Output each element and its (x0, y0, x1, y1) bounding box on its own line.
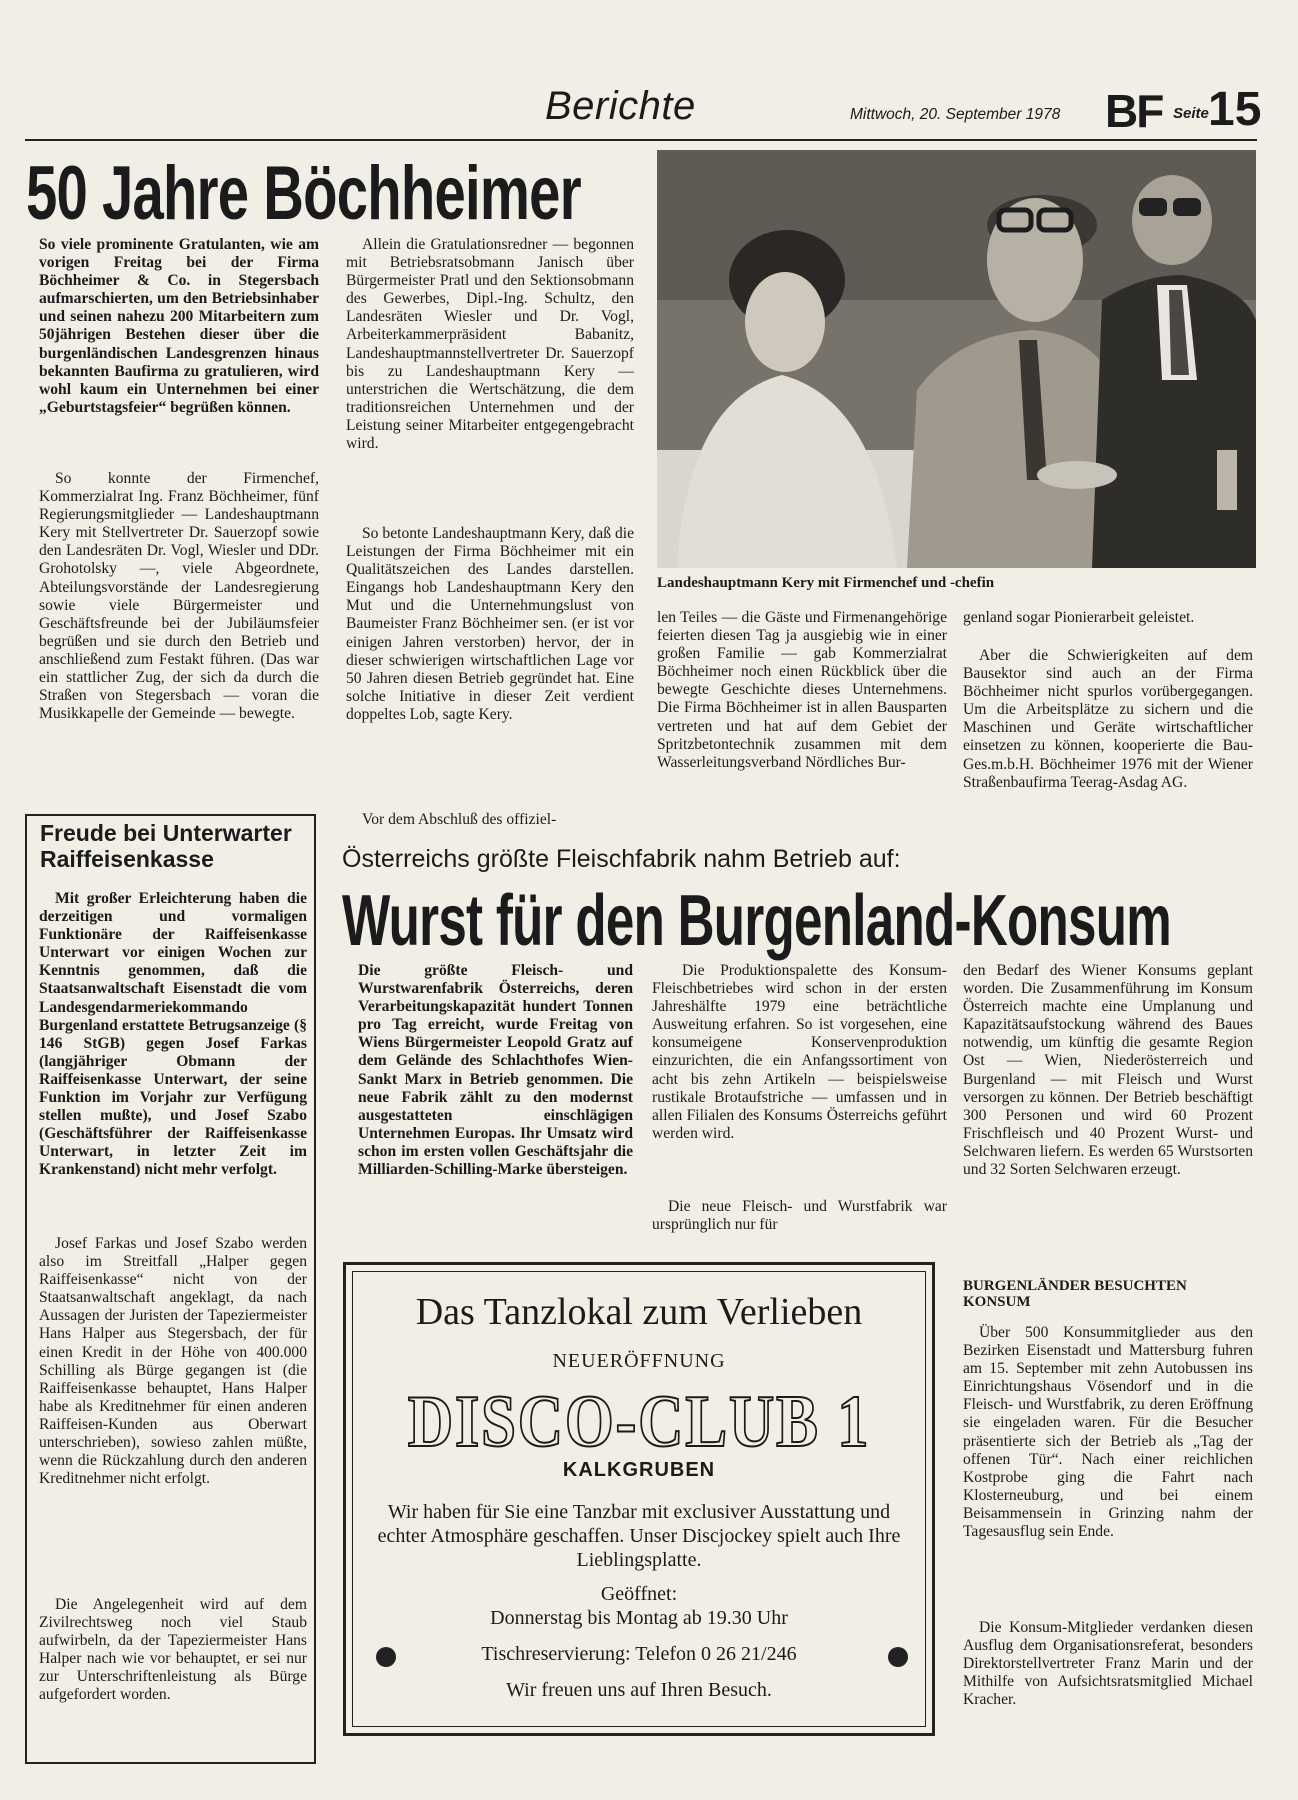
section-label: Berichte (545, 84, 696, 128)
ad-subtitle: NEUERÖFFNUNG (552, 1350, 726, 1372)
article2-body-col2-p2: Die neue Fleisch- und Wurstfabrik war ursprünglich nur für (652, 1198, 947, 1234)
ad-title: Das Tanzlokal zum Verlieben (415, 1291, 863, 1333)
sidebar-headline: Freude bei Unterwarter Raiffeisenkasse (40, 820, 292, 872)
ad-opening-hours: Donnerstag bis Montag ab 19.30 Uhr (490, 1607, 788, 1629)
article2-headline: Wurst für den Burgenland-Konsum (342, 881, 1172, 961)
header-rule (25, 139, 1257, 141)
article-body-col2-p1: Allein die Gratulationsredner — begonnen mit Betriebsratsobmann Janisch über Bürgermeister Pratl und den Sektionsobmann des Gewerbes, Dipl.-Ing. Schultz, den Landesräten Wiesler und Dr. Vogl, Arbeiterkammerpräsident Babanitz, Landeshauptmannstellvertreter Dr. Sauerzopf bis zu Landeshauptmann Kery — unterstrichen die Wertschätzung, die dem traditionsreichen Unternehmen und der Leistung seiner Mitarbeiter entgegengebracht wird. (346, 236, 634, 453)
article2-kicker: Österreichs größte Fleischfabrik nahm Betrieb auf: (342, 845, 901, 873)
ad-location: KALKGRUBEN (562, 1459, 716, 1481)
bullet-dot-right-icon (888, 1647, 908, 1667)
article-body-col2-p3: Vor dem Abschluß des offiziel- (362, 811, 557, 828)
article-body-col1: So konnte der Firmenchef, Kommerzialrat Ing. Franz Böchheimer, fünf Regierungsmitglieder — Landeshauptmann Kery mit Stellvertreter Dr. Sauerzopf sowie den Landesräten Dr. Vogl, Wiesler und DDr. Grohotolsky —, viele Abgeordnete, Abteilungsvorstände der Landesregierung sowie viele Bürgermeister und Geschäftsfreunde bei der Jubiläumsfeier begrüßen und sie durch den Betrieb und anschließend zum Festakt führen. (Das war ein stattlicher Zug, der sich da durch die Straßen von Stegersbach — voran die Musikkapelle der Gemeinde — bewegte. (39, 470, 319, 723)
photo-illustration (657, 150, 1256, 568)
article2-subhead: BURGENLÄNDER BESUCHTEN KONSUM (963, 1278, 1187, 1310)
page-number: 15 (1208, 83, 1262, 136)
article-headline: 50 Jahre Böchheimer (26, 151, 581, 236)
article-body-col3: len Teiles — die Gäste und Firmenangehörige feierten diesen Tag ja ausgiebig wie in einer großen Familie — gab Kommerzialrat Böchheimer noch einen Rückblick über die bewegte Geschichte dieses Unternehmens. Die Firma Böchheimer ist in allen Bausparten vertreten und hat auf dem Gebiet der Spritzbetontechnik zusammen mit dem Wasserleitungsverband Nördliches Bur- (657, 609, 947, 771)
article-photo (657, 150, 1256, 568)
article-body-col2-p2: So betonte Landeshauptmann Kery, daß die Leistungen der Firma Böchheimer mit ein Qualitätszeichen des Landes darstellen. Eingangs hob Landeshauptmann Kery den Mut und die Unternehmungslust von Baumeister Franz Böchheimer sen. (er ist vor einigen Jahren verstorben) hervor, der in dieser schwierigen wirtschaftlichen Lage vor 50 Jahren diesen Betrieb gegründet hat. Eine solche Initiative in dieser Zeit verdient doppeltes Lob, sagte Kery. (346, 525, 634, 723)
sidebar-body-p2: Josef Farkas und Josef Szabo werden also im Streitfall „Halper gegen Raiffeisenkasse“ nicht von der Staatsanwaltschaft angeklagt, da nach Aussagen der Juristen der Tapeziermeister Hans Halper aus Stegersbach, der für einen Kredit in der Höhe von 400.000 Schilling als Bürge gegangen ist (die Raiffeisenkasse behauptet, Hans Halper habe als Kreditnehmer für einen anderen Raiffeisen-Kunden aus Oberwart unterschrieben), sowieso zahlen müßte, wenn die Rückzahlung durch den anderen Kreditnehmer nicht erfolgt. (39, 1235, 307, 1488)
ad-closing-line: Wir freuen uns auf Ihren Besuch. (506, 1679, 772, 1701)
sidebar-lead: Mit großer Erleichterung haben die derzeitigen und vormaligen Funktionäre der Raiffeisenkasse Unterwart vor einigen Wochen zur Kenntnis genommen, daß die Staatsanwaltschaft Eisenstadt die vom Landesgendarmeriekommando Burgenland erstattete Betrugsanzeige (§ 146 StGB) gegen Josef Farkas (langjähriger Obmann der Raiffeisenkasse Unterwart, der seine Funktion im Vorjahr zur Verfügung stellen mußte), und Josef Szabo (Geschäftsführer der Raiffeisenkasse Unterwart, in letzter Zeit im Krankenstand) nicht mehr verfolgt. (39, 890, 307, 1179)
issue-date: Mittwoch, 20. September 1978 (850, 106, 1061, 123)
article2-sub-p1: Über 500 Konsummitglieder aus den Bezirken Eisenstadt und Mattersburg fuhren am 15. September mit zehn Autobussen ins Einrichtungshaus Vösendorf und in die Fleisch- und Wurstfabrik, zu deren Eröffnung sie eingeladen waren. Für die Besucher präsentierte sich der Betrieb als „Tag der offenen Tür“. Nach einer reichlichen Kostprobe ging die Fahrt nach Klosterneuburg, und bei einem Beisammensein in Grinzing nahm der Tagesausflug sein Ende. (963, 1324, 1253, 1541)
article-body-col4-p2: Aber die Schwierigkeiten auf dem Bausektor sind auch an der Firma Böchheimer nicht spurlos vorübergegangen. Um die Arbeitsplätze zu sichern und die Maschinen und Geräte wirtschaftlicher einsetzen zu können, kooperierte die Bau-Ges.m.b.H. Böchheimer 1976 mit der Wiener Straßenbaufirma Teerag-Asdag AG. (963, 647, 1253, 791)
ad-description: Wir haben für Sie eine Tanzbar mit exclusiver Ausstattung und echter Atmosphäre geschaffen. Unser Discjockey spielt auch Ihre Lieblingsplatte. (377, 1501, 901, 1571)
article2-sub-p2: Die Konsum-Mitglieder verdanken diesen Ausflug dem Organisationsreferat, besonders Direktorstellvertreter Franz Marin und der Mithilfe von Aufsichtsratsmitglied Michael Kracher. (963, 1619, 1253, 1709)
ad-open-label: Geöffnet: (600, 1583, 678, 1605)
article-lead: So viele prominente Gratulanten, wie am vorigen Freitag bei der Firma Böchheimer & Co. in Stegersbach aufmarschierten, um den Betriebsinhaber und seinen nahezu 200 Mitarbeitern zum 50jährigen Bestehen dieser über die burgenländischen Landesgrenzen hinaus bekannten Baufirma zu gratulieren, wird wohl kaum ein Unternehmen bei einer „Geburtstagsfeier“ begrüßen können. (39, 236, 319, 416)
article2-lead: Die größte Fleisch- und Wurstwarenfabrik Österreichs, deren Verarbeitungskapazität hundert Tonnen pro Tag erreicht, wurde Freitag von Wiens Bürgermeister Leopold Gratz auf dem Gelände des Schlachthofes Wien-Sankt Marx in Betrieb genommen. Die neue Fabrik zählt zu den modernst ausgestatteten einschlägigen Unternehmen Europas. Ihr Umsatz wird schon im ersten vollen Geschäftsjahr die Milliarden-Schilling-Marke übersteigen. (358, 962, 633, 1179)
ad-club-name: DISCO-CLUB 1 (407, 1381, 871, 1463)
ad-reservation-phone: Tischreservierung: Telefon 0 26 21/246 (481, 1643, 797, 1665)
newspaper-logo: BF (1105, 85, 1163, 137)
article2-body-col3: den Bedarf des Wiener Konsums geplant worden. Die Zusammenführung im Konsum Österreich machte eine Umplanung und Kapazitätsaufstockung während des Baues notwendig, um künftig die gesamte Region Ost — Wien, Niederösterreich und Burgenland — mit Fleisch und Wurst versorgen zu können. Der Betrieb beschäftigt 300 Personen und wird 60 Prozent Frischfleisch und 40 Prozent Wurst- und Selchwaren liefern. Es werden 65 Wurstsorten und 32 Sorten Selchwaren erzeugt. (963, 962, 1253, 1179)
sidebar-body-p3: Die Angelegenheit wird auf dem Zivilrechtsweg noch viel Staub aufwirbeln, da der Tapeziermeister Hans Halper nach wie vor behauptet, er sei nur zur Unterschriftenleistung als Bürge aufgefordert worden. (39, 1596, 307, 1704)
photo-caption: Landeshauptmann Kery mit Firmenchef und -chefin (657, 575, 995, 591)
article-body-col4-p1: genland sogar Pionierarbeit geleistet. (963, 609, 1195, 626)
page-label: Seite (1173, 105, 1209, 122)
article2-body-col2-p1: Die Produktionspalette des Konsum-Fleischbetriebes wird schon in der ersten Jahreshälfte 1979 eine beträchtliche Ausweitung erfahren. So ist vorgesehen, eine konsumeigene Konservenproduktion einzurichten, die ein Anfangssortiment von acht bis zehn Artikeln — beispielsweise rustikale Brotaufstriche — umfassen und in allen Filialen des Konsums Österreichs geführt werden wird. (652, 962, 947, 1142)
